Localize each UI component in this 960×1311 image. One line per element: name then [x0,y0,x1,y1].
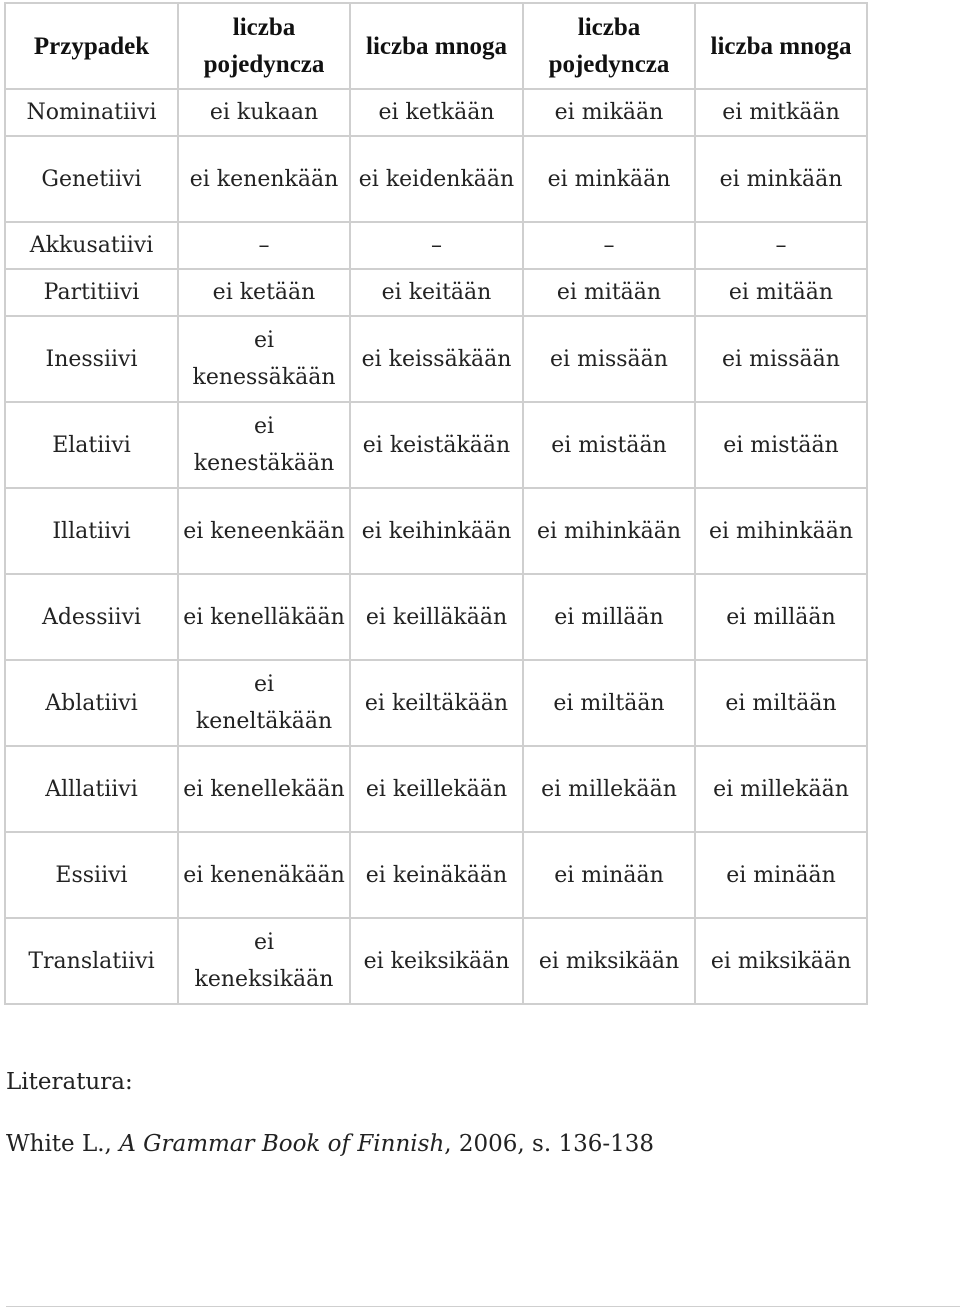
case-name: Adessiivi [5,574,178,660]
table-cell: ei kenenäkään [178,832,350,918]
table-row [5,136,867,222]
citation-author: White L., [6,1131,112,1157]
header-case: Przypadek [5,3,178,89]
table-cell: ei mikään [523,89,695,136]
case-declension-table [4,2,868,1005]
table-row [5,488,867,574]
header-singular-thing: liczba pojedyncza [523,3,695,89]
table-row [5,660,867,746]
table-cell: ei minään [523,832,695,918]
table-cell: ei millään [695,574,867,660]
table-cell: ei millään [523,574,695,660]
table-cell: ei keillekään [350,746,523,832]
case-name: Illatiivi [5,488,178,574]
table-row [5,402,867,488]
table-cell: ei keiksikään [350,918,523,1004]
literature-heading: Literatura: [6,1069,133,1095]
table-cell: ei keinäkään [350,832,523,918]
table-cell: ei keihinkään [350,488,523,574]
table-cell: ei miltään [523,660,695,746]
table-cell: ei mistään [523,402,695,488]
table-cell: ei mitään [523,269,695,316]
case-name: Akkusatiivi [5,222,178,269]
table-cell: ei keneenkään [178,488,350,574]
table-cell: ei kenestäkään [178,402,350,488]
table-cell: ei mihinkään [523,488,695,574]
table-cell: ei minkään [523,136,695,222]
table-cell: – [523,222,695,269]
table-cell: ei mitään [695,269,867,316]
table-cell: ei kenessäkään [178,316,350,402]
literature-citation [6,1128,654,1160]
table-cell: ei mihinkään [695,488,867,574]
table-cell: ei miksikään [695,918,867,1004]
table-row [5,746,867,832]
citation-details: , 2006, s. 136-138 [444,1131,655,1157]
table-cell: ei keissäkään [350,316,523,402]
header-plural-thing: liczba mnoga [695,3,867,89]
table-cell: ei kenenkään [178,136,350,222]
case-name: Inessiivi [5,316,178,402]
table-cell: ei keilläkään [350,574,523,660]
case-name: Essiivi [5,832,178,918]
table-cell: ei kukaan [178,89,350,136]
case-name: Partitiivi [5,269,178,316]
table-cell: ei kenelläkään [178,574,350,660]
case-name: Elatiivi [5,402,178,488]
table-row [5,574,867,660]
table-row [5,89,867,136]
table-row [5,832,867,918]
table-cell: ei millekään [695,746,867,832]
page-divider [6,1306,960,1307]
table-cell: ei miltään [695,660,867,746]
table-cell: – [178,222,350,269]
table-header-row [5,3,867,89]
table-row [5,316,867,402]
table-cell: ei ketään [178,269,350,316]
table-cell: ei kenellekään [178,746,350,832]
table-cell: ei mitkään [695,89,867,136]
header-plural-person: liczba mnoga [350,3,523,89]
table-cell: ei millekään [523,746,695,832]
citation-book-title: A Grammar Book of Finnish [119,1131,445,1157]
table-cell: ei missään [523,316,695,402]
case-name: Nominatiivi [5,89,178,136]
table-cell: ei miksikään [523,918,695,1004]
table-cell: ei minään [695,832,867,918]
table-cell: ei keneltäkään [178,660,350,746]
table-cell: ei keidenkään [350,136,523,222]
header-singular-person: liczba pojedyncza [178,3,350,89]
table-row [5,918,867,1004]
table-cell: ei missään [695,316,867,402]
table-row [5,269,867,316]
case-name: Translatiivi [5,918,178,1004]
table-cell: – [695,222,867,269]
table-cell: ei keitään [350,269,523,316]
case-name: Ablatiivi [5,660,178,746]
table-cell: ei mistään [695,402,867,488]
table-cell: ei keneksikään [178,918,350,1004]
table-cell: ei keiltäkään [350,660,523,746]
table-row [5,222,867,269]
table-cell: – [350,222,523,269]
table-cell: ei ketkään [350,89,523,136]
case-name: Alllatiivi [5,746,178,832]
case-name: Genetiivi [5,136,178,222]
table-cell: ei minkään [695,136,867,222]
table-cell: ei keistäkään [350,402,523,488]
